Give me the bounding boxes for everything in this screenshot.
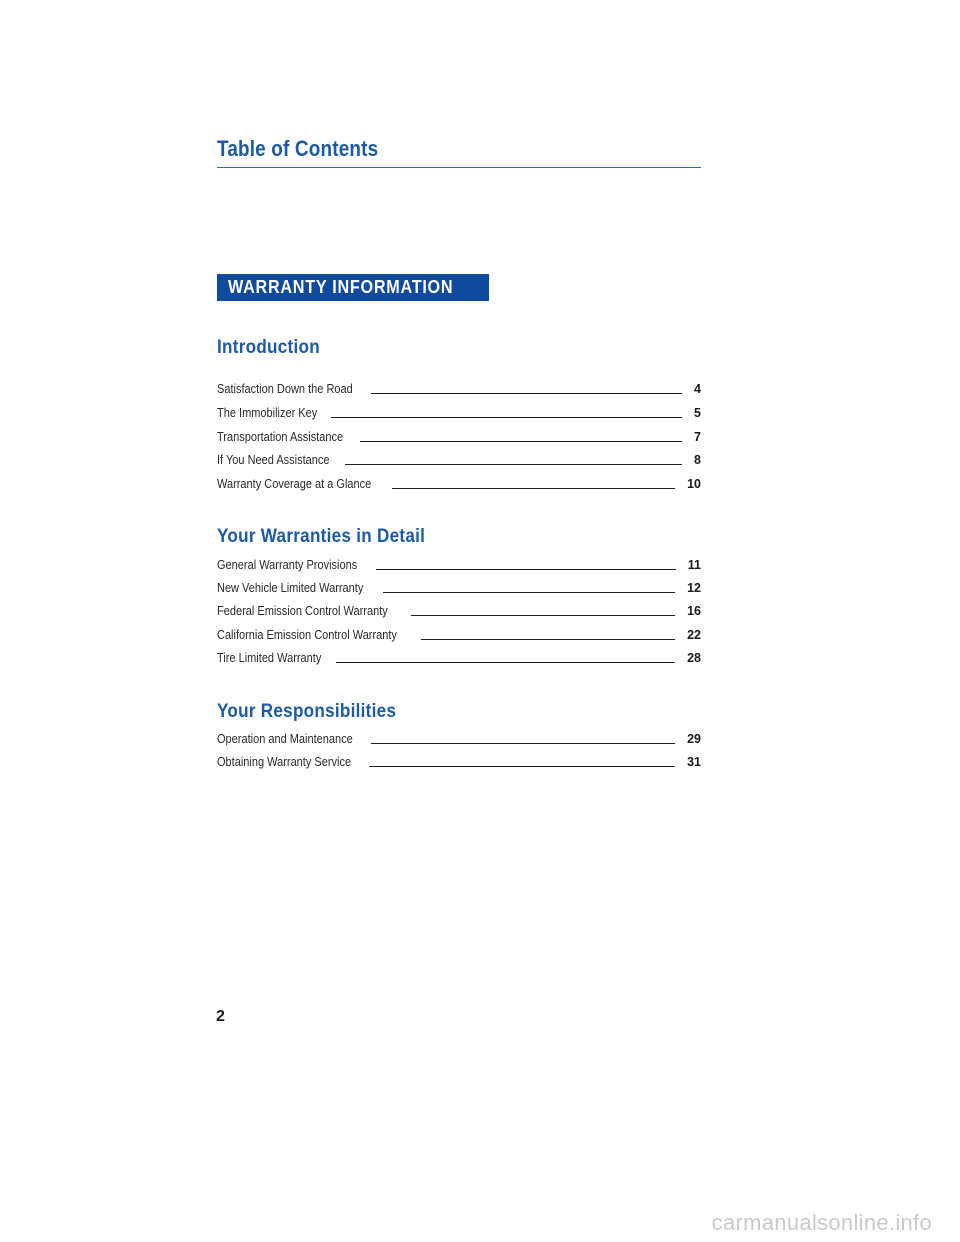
toc-leader-line — [360, 441, 682, 442]
toc-leader-line — [421, 639, 675, 640]
toc-entry-page: 31 — [687, 755, 701, 769]
toc-leader-line — [336, 662, 676, 663]
toc-entry-page: 5 — [694, 406, 701, 420]
toc-leader-line — [371, 393, 682, 394]
toc-entry-label: California Emission Control Warranty — [217, 628, 397, 642]
toc-entry-label: Satisfaction Down the Road — [217, 382, 353, 396]
toc-entry-label: Operation and Maintenance — [217, 732, 353, 746]
toc-leader-line — [392, 488, 675, 489]
toc-leader-line — [371, 743, 675, 744]
banner-label: WARRANTY INFORMATION — [228, 277, 454, 297]
section-heading-responsibilities: Your Responsibilities — [217, 701, 397, 722]
toc-entry-transportation-assistance[interactable] — [217, 428, 701, 444]
toc-entry-page: 16 — [687, 604, 701, 618]
toc-entry-label: If You Need Assistance — [217, 453, 330, 467]
toc-entry-operation-and-maintenance[interactable] — [217, 730, 701, 746]
toc-leader-line — [345, 464, 682, 465]
toc-entry-page: 10 — [687, 477, 701, 491]
toc-entry-label: The Immobilizer Key — [217, 406, 318, 420]
toc-entry-label: Warranty Coverage at a Glance — [217, 477, 372, 491]
toc-entry-california-emission-control-warranty[interactable] — [217, 626, 701, 642]
toc-entry-label: General Warranty Provisions — [217, 558, 358, 572]
toc-entry-label: New Vehicle Limited Warranty — [217, 581, 364, 595]
toc-entry-if-you-need-assistance[interactable] — [217, 451, 701, 467]
toc-entry-page: 22 — [687, 628, 701, 642]
toc-entry-label: Obtaining Warranty Service — [217, 755, 352, 769]
page-title: Table of Contents — [217, 136, 379, 161]
toc-entry-federal-emission-control-warranty[interactable] — [217, 602, 701, 618]
toc-entry-page: 29 — [687, 732, 701, 746]
toc-leader-line — [383, 592, 675, 593]
title-divider — [217, 167, 701, 168]
toc-entry-page: 28 — [687, 651, 701, 665]
toc-entry-page: 7 — [694, 430, 701, 444]
toc-entry-new-vehicle-limited-warranty[interactable] — [217, 579, 701, 595]
toc-entry-page: 4 — [694, 382, 701, 396]
toc-entry-page: 8 — [694, 453, 701, 467]
watermark: carmanualsonline.info — [711, 1210, 932, 1235]
toc-leader-line — [331, 417, 682, 418]
toc-leader-line — [376, 569, 675, 570]
section-heading-introduction: Introduction — [217, 337, 320, 358]
toc-entry-immobilizer-key[interactable] — [217, 404, 701, 420]
toc-entry-satisfaction[interactable] — [217, 380, 701, 396]
toc-entry-page: 12 — [687, 581, 701, 595]
toc-entry-label: Federal Emission Control Warranty — [217, 604, 388, 618]
warranty-information-banner — [217, 274, 489, 301]
toc-leader-line — [411, 615, 675, 616]
toc-entry-warranty-coverage[interactable] — [217, 475, 701, 491]
page-number: 2 — [216, 1008, 225, 1025]
toc-entry-label: Transportation Assistance — [217, 430, 344, 444]
toc-entry-page: 11 — [687, 558, 701, 572]
toc-entry-general-warranty-provisions[interactable] — [217, 556, 701, 572]
toc-leader-line — [369, 766, 675, 767]
toc-entry-tire-limited-warranty[interactable] — [217, 649, 701, 665]
toc-entry-obtaining-warranty-service[interactable] — [217, 753, 701, 769]
toc-entry-label: Tire Limited Warranty — [217, 651, 322, 665]
section-heading-warranties-in-detail: Your Warranties in Detail — [217, 526, 426, 547]
